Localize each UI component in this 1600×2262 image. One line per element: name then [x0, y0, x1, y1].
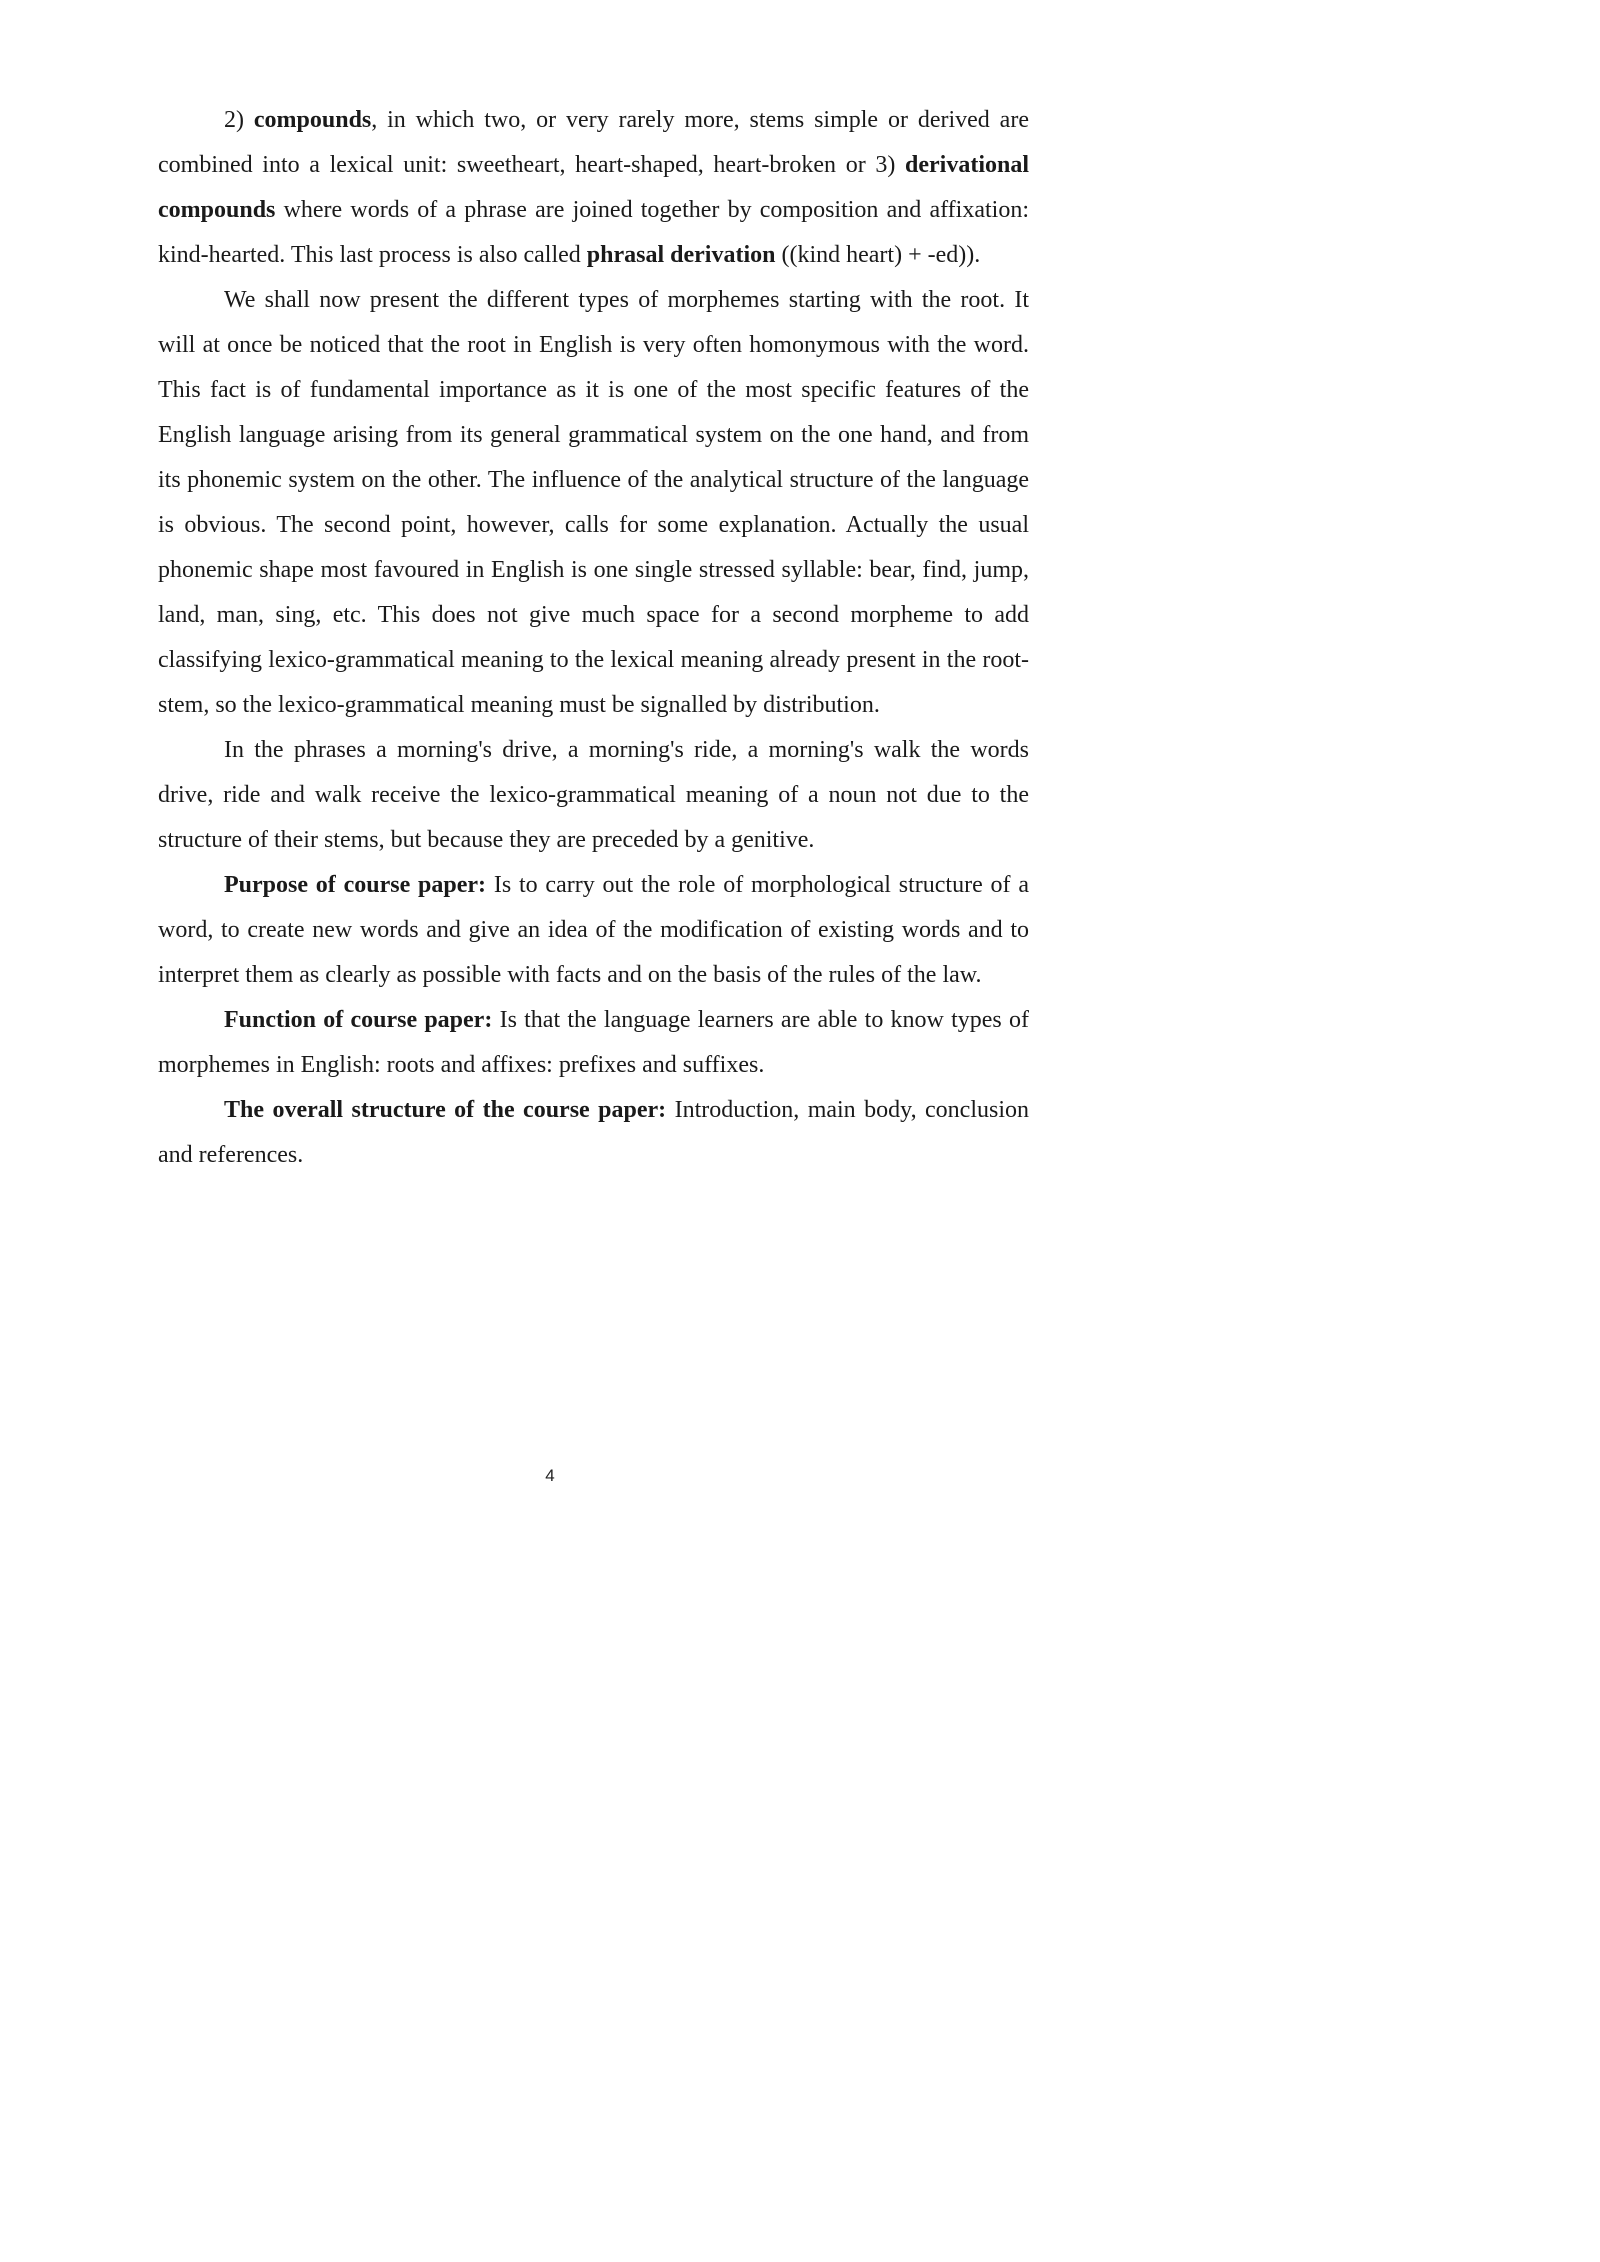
text-run: where words of a phrase are joined together by composition and affixation: kind-hearted. This last process is also called	[158, 197, 1029, 268]
paragraph-function	[158, 998, 1029, 1088]
term-phrasal-derivation: phrasal derivation	[586, 242, 776, 268]
paragraph-purpose	[158, 863, 1029, 998]
purpose-text: Is to carry out the role of morphological structure of a word, to create new words and give an idea of the modification of existing words and to interpret them as clearly as possible with facts and on the basis of the rules of the law.	[158, 872, 1029, 988]
text-run: 2)	[224, 107, 254, 133]
paragraph-structure	[158, 1088, 1029, 1178]
text-run: , in which two, or very rarely more, stems simple or derived are combined into a lexical unit: sweetheart, heart-shaped, heart-broken or 3)	[158, 107, 1029, 178]
term-compounds: compounds	[253, 107, 372, 133]
paragraph-genitive-example: In the phrases a morning's drive, a morning's ride, a morning's walk the words drive, ride and walk receive the lexico-grammatical meaning of a noun not due to the structure of their stems, but because they are preceded by a genitive.	[158, 737, 1029, 853]
page-number: 4	[545, 1466, 555, 1485]
text-run: ((kind heart) + -ed)).	[775, 242, 981, 268]
term-derivational-compounds: derivational compounds	[158, 152, 1029, 223]
function-label: Function of course paper:	[224, 1007, 493, 1033]
structure-text: Introduction, main body, conclusion and references.	[158, 1097, 1029, 1168]
document-page	[158, 98, 1029, 1178]
structure-label: The overall structure of the course paper:	[224, 1097, 667, 1123]
function-text: Is that the language learners are able to know types of morphemes in English: roots and affixes: prefixes and suffixes.	[158, 1007, 1029, 1078]
paragraph-root-morphemes: We shall now present the different types of morphemes starting with the root. It will at once be noticed that the root in English is very often homonymous with the word. This fact is of fundamental importance as it is one of the most specific features of the English language arising from its general grammatical system on the one hand, and from its phonemic system on the other. The influence of the analytical structure of the language is obvious. The second point, however, calls for some explanation. Actually the usual phonemic shape most favoured in English is one single stressed syllable: bear, find, jump, land, man, sing, etc. This does not give much space for a second morpheme to add classifying lexico-grammatical meaning to the lexical meaning already present in the root-stem, so the lexico-grammatical meaning must be signalled by distribution.	[158, 287, 1029, 718]
paragraph-compounds	[158, 98, 1029, 278]
purpose-label: Purpose of course paper:	[224, 872, 487, 898]
